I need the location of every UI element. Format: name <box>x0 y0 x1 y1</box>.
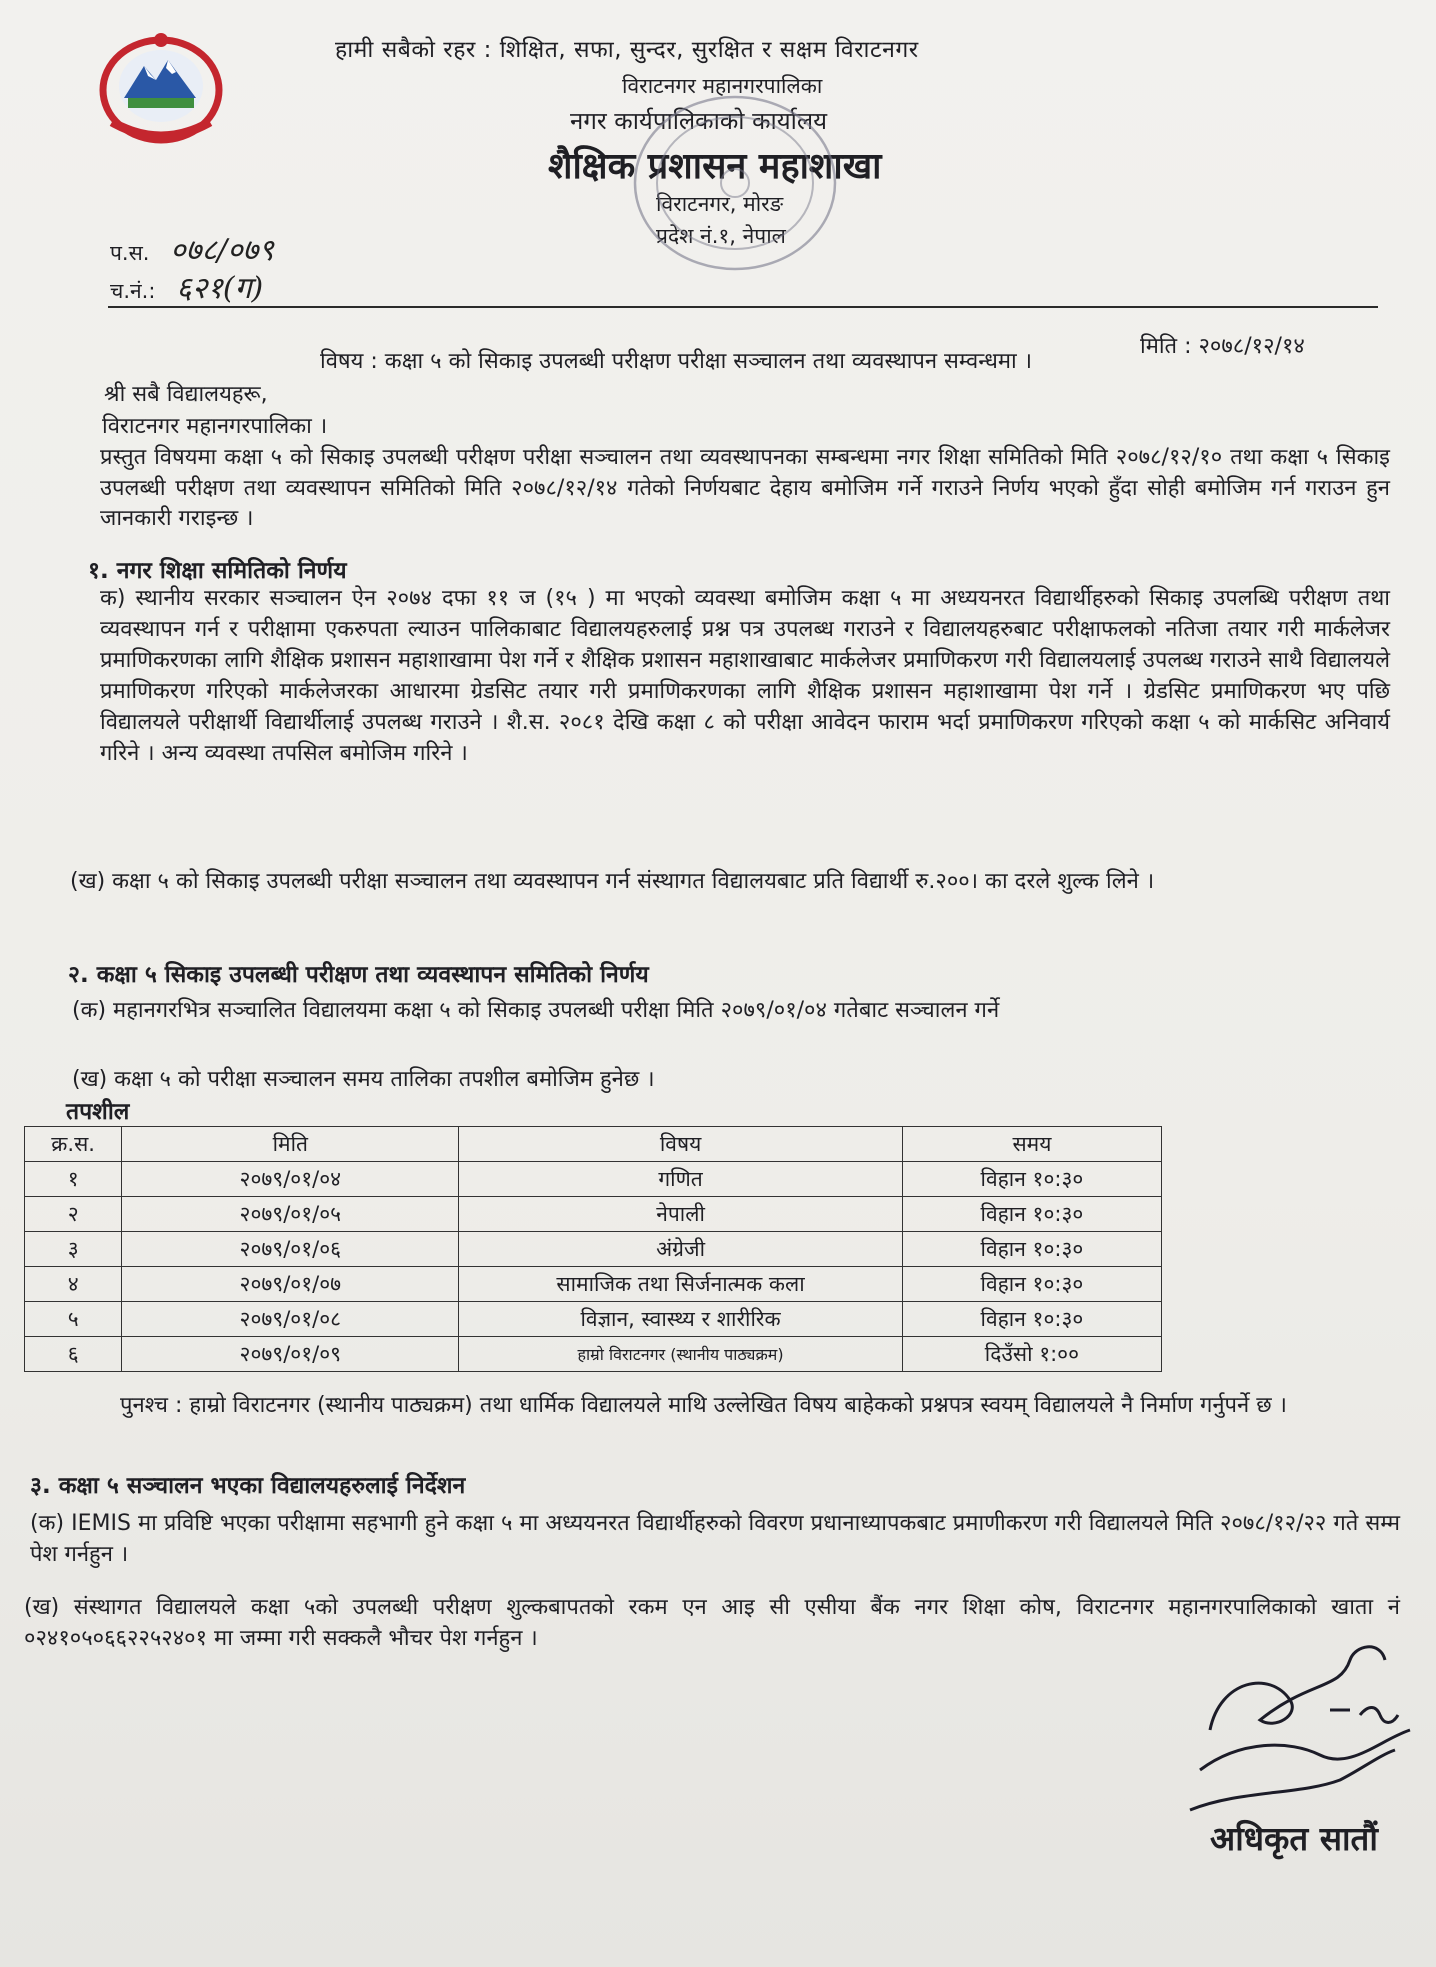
section-3-item-ka: (क) IEMIS मा प्रविष्टि भएका परीक्षामा सहभागी हुने कक्षा ५ मा अध्ययनरत विद्यार्थीहरुको विवरण प्रधानाध्यापकबाट प्रमाणीकरण गरी विद्यालयले मिति २०७८/१२/२२ गते सम्म पेश गर्नहुन । <box>30 1511 1400 1567</box>
cell-date: २०७९/०१/०४ <box>122 1162 459 1197</box>
cell-serial: ४ <box>25 1267 122 1302</box>
municipality-name: विराटनगर महानगरपालिका <box>622 74 823 98</box>
table-row <box>25 1337 1162 1372</box>
cell-time: विहान १०:३० <box>902 1302 1161 1337</box>
cell-subject: सामाजिक तथा सिर्जनात्मक कला <box>459 1267 903 1302</box>
division-name: शैक्षिक प्रशासन महाशाखा <box>548 146 882 187</box>
cell-time: विहान १०:३० <box>902 1267 1161 1302</box>
table-row <box>25 1267 1162 1302</box>
header-date: मिति <box>122 1127 459 1162</box>
motto-text: हामी सबैको रहर : शिक्षित, सफा, सुन्दर, सुरक्षित र सक्षम विराटनगर <box>335 37 919 63</box>
cell-date: २०७९/०१/०८ <box>122 1302 459 1337</box>
cell-date: २०७९/०१/०६ <box>122 1232 459 1267</box>
cell-subject: नेपाली <box>459 1197 903 1232</box>
officer-title: अधिकृत सातौं <box>1210 1819 1378 1858</box>
section-1-item-kha: (ख) कक्षा ५ को सिकाइ उपलब्धी परीक्षा सञ्चालन तथा व्यवस्थापन गर्न संस्थागत विद्यालयबाट प्रति विद्यार्थी रु.२००। का दरले शुल्क लिने । <box>70 869 1155 894</box>
exam-schedule-table <box>24 1126 1162 1372</box>
header-subject: विषय <box>459 1127 903 1162</box>
letter-subject: विषय : कक्षा ५ को सिकाइ उपलब्धी परीक्षण परीक्षा सञ्चालन तथा व्यवस्थापन सम्वन्धमा । <box>320 349 1033 374</box>
section-2-item-ka: (क) महानगरभित्र सञ्चालित विद्यालयमा कक्षा ५ को सिकाइ उपलब्धी परीक्षा मिति २०७९/०१/०४ गतेबाट सञ्चालन गर्ने <box>72 998 1000 1023</box>
cell-serial: २ <box>25 1197 122 1232</box>
address-line-1: विराटनगर, मोरङ <box>656 192 784 216</box>
cell-time: विहान १०:३० <box>902 1197 1161 1232</box>
cell-time: दिउँसो १:०० <box>902 1337 1161 1372</box>
schedule-title: तपशील <box>66 1099 130 1125</box>
section-1-heading: १. नगर शिक्षा समितिको निर्णय <box>88 558 347 584</box>
addressee-line-1: श्री सबै विद्यालयहरू, <box>104 382 268 407</box>
cell-subject: गणित <box>459 1162 903 1197</box>
cell-date: २०७९/०१/०७ <box>122 1267 459 1302</box>
nepal-emblem-icon <box>92 26 230 146</box>
ps-value: ०७८/०७९ <box>170 233 274 268</box>
cell-serial: ६ <box>25 1337 122 1372</box>
cell-date: २०७९/०१/०९ <box>122 1337 459 1372</box>
cell-subject: हाम्रो विराटनगर (स्थानीय पाठ्यक्रम) <box>459 1337 903 1372</box>
cell-subject: विज्ञान, स्वास्थ्य र शारीरिक <box>459 1302 903 1337</box>
header-serial: क्र.स. <box>25 1127 122 1162</box>
address-line-2: प्रदेश नं.१, नेपाल <box>656 224 786 248</box>
cell-time: विहान १०:३० <box>902 1232 1161 1267</box>
section-3-heading: ३. कक्षा ५ सञ्चालन भएका विद्यालयहरुलाई निर्देशन <box>30 1473 466 1499</box>
section-1-item-ka: क) स्थानीय सरकार सञ्चालन ऐन २०७४ दफा ११ ज (१५ ) मा भएको व्यवस्था बमोजिम कक्षा ५ मा अध्ययनरत विद्यार्थीहरुको सिकाइ उपलब्धि परीक्षण तथा व्यवस्थापन गर्न र परीक्षामा एकरुपता ल्याउन पालिकाबाट विद्यालयहरुलाई प्रश्न पत्र उपलब्ध गराउने र विद्यालयहरुबाट परीक्षाफलको नतिजा तयार गरी मार्कलेजर प्रमाणिकरणका लागि शैक्षिक प्रशासन महाशाखामा पेश गर्ने र शैक्षिक प्रशासन महाशाखाबाट मार्कलेजर प्रमाणिकरण गरी विद्यालयलाई उपलब्ध गराउने साथै विद्यालयले प्रमाणिकरण गरिएको मार्कलेजरका आधारमा ग्रेडसिट तयार गरी प्रमाणिकरणका लागि शैक्षिक प्रशासन महाशाखामा पेश गर्ने । ग्रेडसिट प्रमाणिकरण भए पछि विद्यालयले परीक्षार्थी विद्यार्थीलाई उपलब्ध गराउने । शै.स. २०८१ देखि कक्षा ८ को परीक्षा आवेदन फाराम भर्दा प्रमाणिकरण गरिएको कक्षा ५ को मार्कसिट अनिवार्य गरिने । अन्य व्यवस्था तपसिल बमोजिम गरिने । <box>100 586 1390 766</box>
cell-time: विहान १०:३० <box>902 1162 1161 1197</box>
cell-date: २०७९/०१/०५ <box>122 1197 459 1232</box>
cell-serial: ५ <box>25 1302 122 1337</box>
letter-date: मिति : २०७८/१२/१४ <box>1140 334 1305 359</box>
section-3-item-kha: (ख) संस्थागत विद्यालयले कक्षा ५को उपलब्धी परीक्षण शुल्कबापतको रकम एन आइ सी एसीया बैंक नगर शिक्षा कोष, विराटनगर महानगरपालिकाको खाता नं ०२४१०५०६६२२५२४०१ मा जम्मा गरी सक्कलै भौचर पेश गर्नहुन । <box>24 1595 1400 1651</box>
reference-cn <box>110 266 263 307</box>
office-seal-stamp <box>625 88 845 278</box>
table-row <box>25 1162 1162 1197</box>
handwritten-signature <box>1180 1620 1430 1820</box>
reference-ps <box>110 228 274 269</box>
postscript-note: पुनश्च : हाम्रो विराटनगर (स्थानीय पाठ्यक्रम) तथा धार्मिक विद्यालयले माथि उल्लेखित विषय बाहेकको प्रश्नपत्र स्वयम् विद्यालयले नै निर्माण गर्नुपर्ने छ । <box>120 1393 1288 1418</box>
header-time: समय <box>902 1127 1161 1162</box>
table-header-row <box>25 1127 1162 1162</box>
cn-label: च.नं.: <box>110 279 156 303</box>
header-divider <box>108 306 1378 308</box>
intro-paragraph: प्रस्तुत विषयमा कक्षा ५ को सिकाइ उपलब्धी परीक्षण परीक्षा सञ्चालन तथा व्यवस्थापनका सम्बन्धमा नगर शिक्षा समितिको मिति २०७८/१२/१० तथा कक्षा ५ सिकाइ उपलब्धी परीक्षण तथा व्यवस्थापन समितिको मिति २०७८/१२/१४ गतेको निर्णयबाट देहाय बमोजिम गर्ने गराउने निर्णय भएको हुँदा सोही बमोजिम गर्न गराउन हुन जानकारी गराइन्छ । <box>100 445 1390 531</box>
table-row <box>25 1232 1162 1267</box>
table-row <box>25 1302 1162 1337</box>
cell-serial: १ <box>25 1162 122 1197</box>
office-name: नगर कार्यपालिकाको कार्यालय <box>570 107 828 135</box>
section-2-item-kha: (ख) कक्षा ५ को परीक्षा सञ्चालन समय तालिका तपशील बमोजिम हुनेछ । <box>72 1067 655 1092</box>
table-row <box>25 1197 1162 1232</box>
addressee-line-2: विराटनगर महानगरपालिका । <box>102 414 328 439</box>
section-2-heading: २. कक्षा ५ सिकाइ उपलब्धी परीक्षण तथा व्यवस्थापन समितिको निर्णय <box>68 962 649 988</box>
ps-label: प.स. <box>110 241 150 265</box>
cell-serial: ३ <box>25 1232 122 1267</box>
cn-value: ६२१(ग) <box>176 271 264 306</box>
cell-subject: अंग्रेजी <box>459 1232 903 1267</box>
